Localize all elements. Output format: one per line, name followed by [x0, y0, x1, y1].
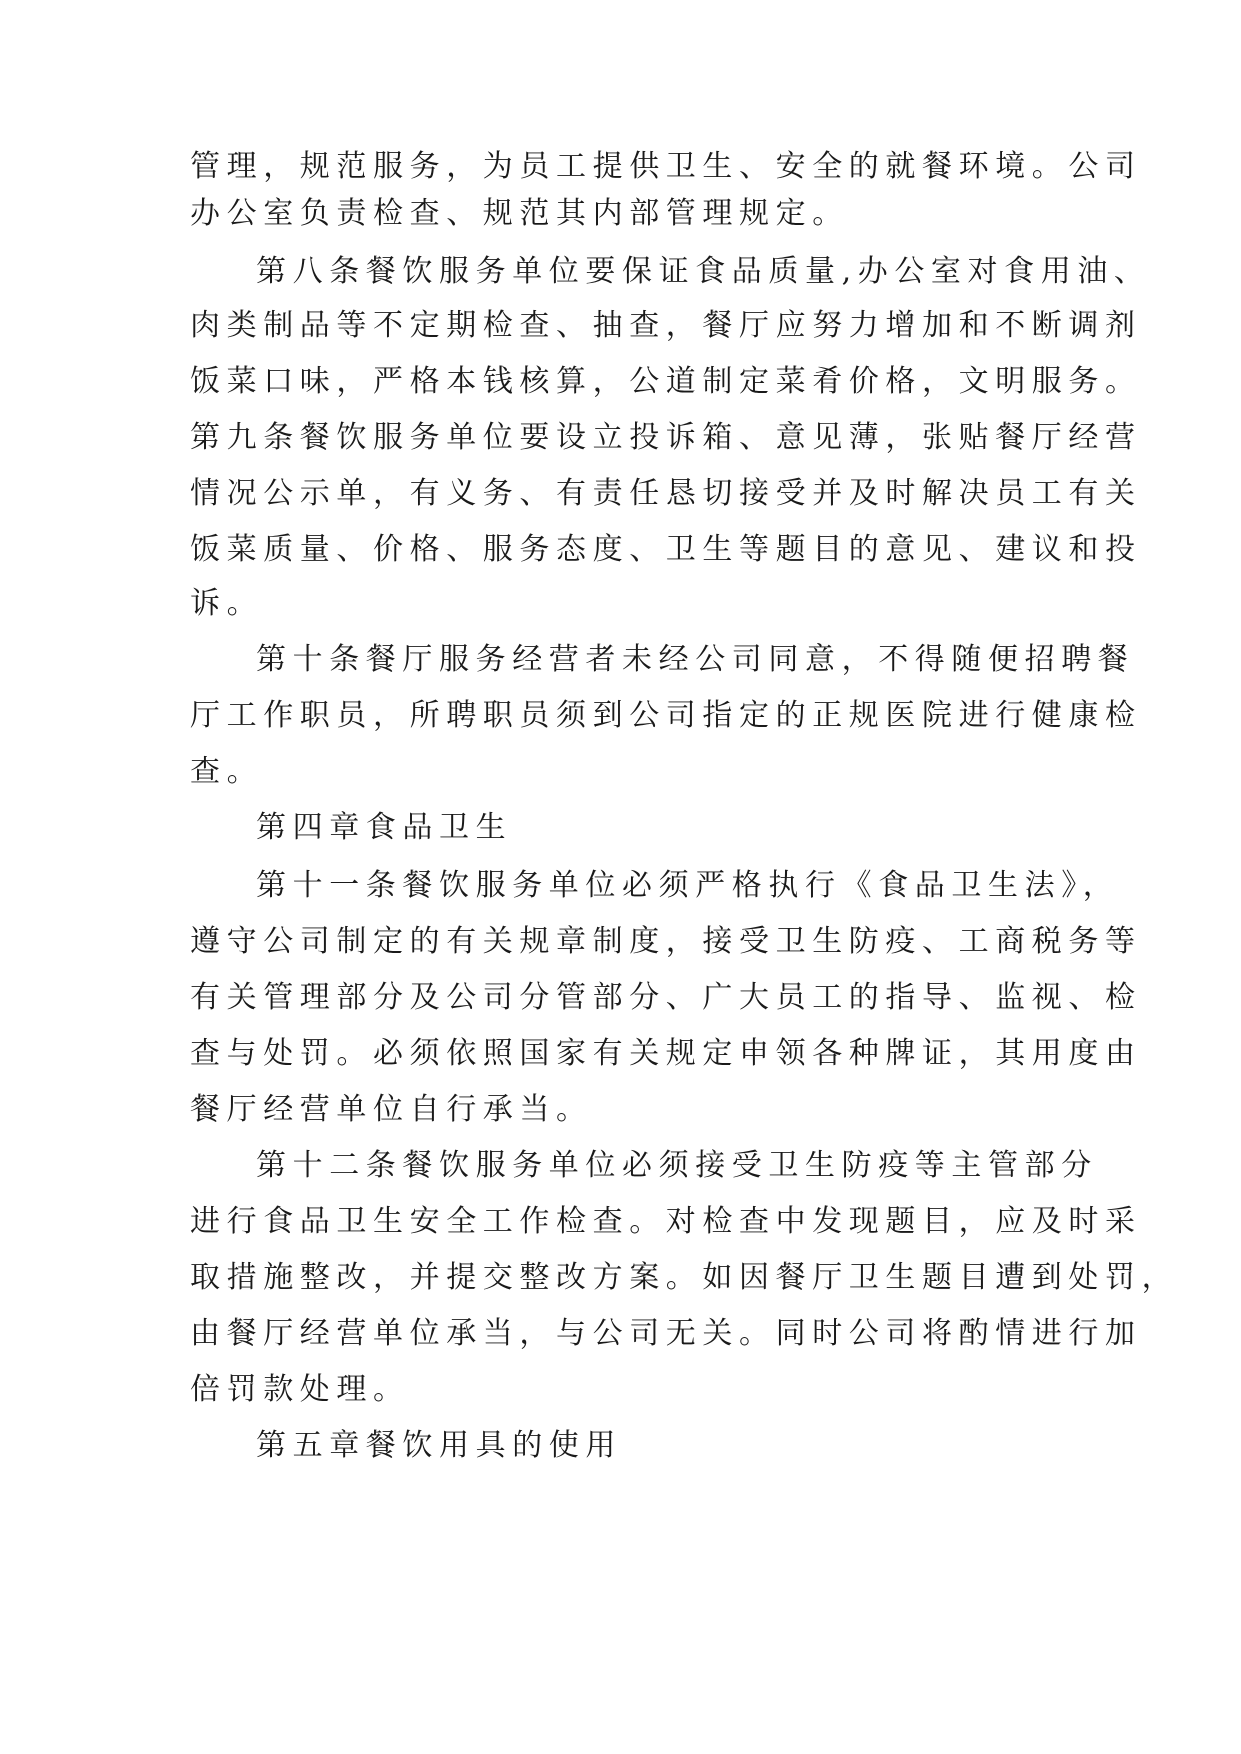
text-line: 倍罚款处理。: [190, 1372, 410, 1407]
text-line: 查。: [190, 754, 264, 789]
text-line: 查与处罚。必须依照国家有关规定申领各种牌证，其用度由: [190, 1036, 1142, 1071]
article-8-heading-line: 第八条餐饮服务单位要保证食品质量,办公室对食用油、: [256, 254, 1151, 289]
text-line: 办公室负责检查、规范其内部管理规定。: [190, 196, 849, 231]
text-line: 由餐厅经营单位承当，与公司无关。同时公司将酌情进行加: [190, 1316, 1142, 1351]
chapter-5-heading: 第五章餐饮用具的使用: [256, 1428, 622, 1463]
text-line: 进行食品卫生安全工作检查。对检查中发现题目，应及时采: [190, 1204, 1142, 1239]
chapter-4-heading: 第四章食品卫生: [256, 810, 513, 845]
text-line: 饭菜口味，严格本钱核算，公道制定菜肴价格，文明服务。: [190, 364, 1142, 399]
text-line: 厅工作职员，所聘职员须到公司指定的正规医院进行健康检: [190, 698, 1142, 733]
text-line: 取措施整改，并提交整改方案。如因餐厅卫生题目遭到处罚，: [190, 1260, 1179, 1295]
article-10-heading-line: 第十条餐厅服务经营者未经公司同意，不得随便招聘餐: [256, 642, 1135, 677]
article-12-heading-line: 第十二条餐饮服务单位必须接受卫生防疫等主管部分: [256, 1148, 1098, 1183]
text-line: 有关管理部分及公司分管部分、广大员工的指导、监视、检: [190, 980, 1142, 1015]
text-line: 情况公示单，有义务、有责任恳切接受并及时解决员工有关: [190, 476, 1142, 511]
text-line: 饭菜质量、价格、服务态度、卫生等题目的意见、建议和投: [190, 532, 1142, 567]
article-11-heading-line: 第十一条餐饮服务单位必须严格执行《食品卫生法》，: [256, 868, 1120, 903]
text-line: 管理，规范服务，为员工提供卫生、安全的就餐环境。公司: [190, 149, 1142, 184]
text-line: 餐厅经营单位自行承当。: [190, 1092, 593, 1127]
text-line: 遵守公司制定的有关规章制度，接受卫生防疫、工商税务等: [190, 924, 1142, 959]
article-9-heading-line: 第九条餐饮服务单位要设立投诉箱、意见薄，张贴餐厅经营: [190, 420, 1142, 455]
text-line: 肉类制品等不定期检查、抽查，餐厅应努力增加和不断调剂: [190, 308, 1142, 343]
text-line: 诉。: [190, 586, 264, 621]
